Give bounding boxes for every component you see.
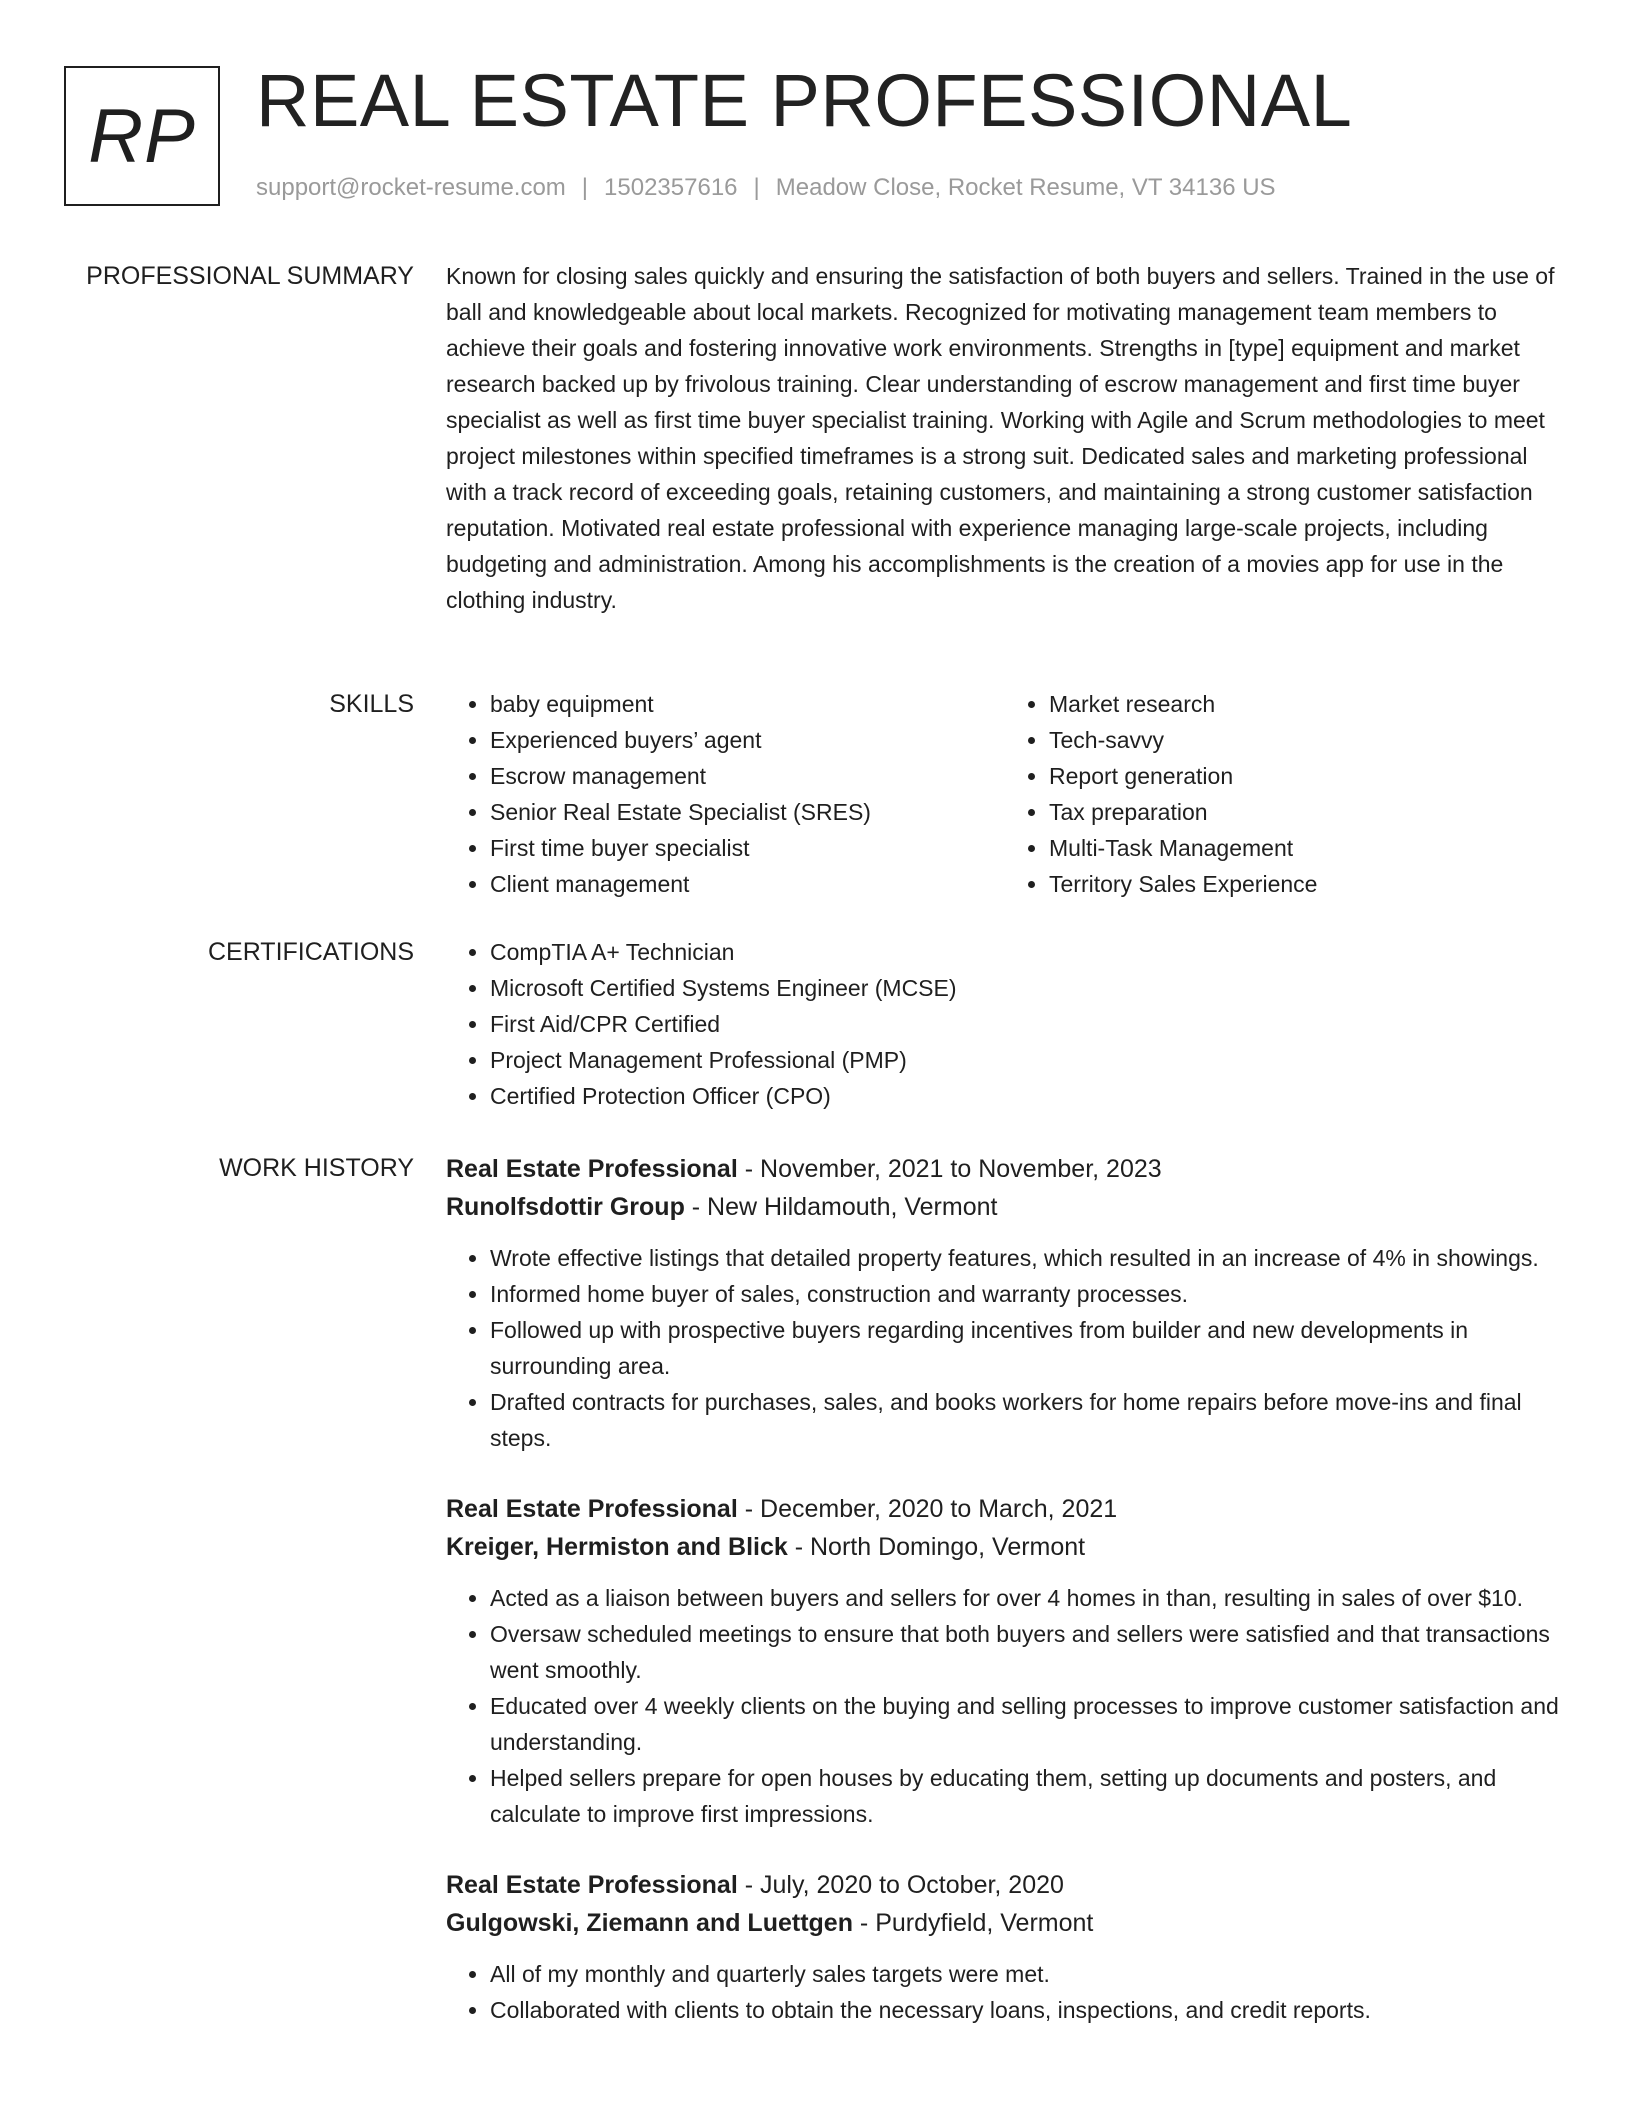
section-label-summary: PROFESSIONAL SUMMARY xyxy=(86,262,414,290)
job-company-line xyxy=(446,1904,1564,1942)
job-dates: - December, 2020 to March, 2021 xyxy=(737,1495,1118,1523)
skill-item: • Report generation xyxy=(1049,758,1564,794)
job-company-line xyxy=(446,1188,1564,1226)
certification-item: • Microsoft Certified Systems Engineer (MCSE) xyxy=(490,970,1564,1006)
job-company-line xyxy=(446,1528,1564,1566)
job-title-line xyxy=(446,1150,1564,1188)
skill-item: • Client management xyxy=(490,866,1005,902)
job-title: Real Estate Professional xyxy=(446,1155,738,1183)
address: Meadow Close, Rocket Resume, VT 34136 US xyxy=(775,174,1276,201)
section-label-certifications: CERTIFICATIONS xyxy=(207,938,414,966)
resume-title: REAL ESTATE PROFESSIONAL xyxy=(256,59,1353,142)
job-company: Gulgowski, Ziemann and Luettgen xyxy=(446,1909,853,1937)
job-title-line xyxy=(446,1866,1564,1904)
skill-item: • Market research xyxy=(1049,686,1564,722)
summary-text: Known for closing sales quickly and ensuring the satisfaction of both buyers and sellers. Trained in the use of ball and knowledgeable about local markets. Recognized for motivating management team members to achieve their goals and fostering innovative work environments. Strengths in [type] equipment and market research backed up by frivolous training. Clear understanding of escrow management and first time buyer specialist as well as first time buyer specialist training. Working with Agile and Scrum methodologies to meet project milestones within specified timeframes is a strong suit. Dedicated sales and marketing professional with a track record of exceeding goals, retaining customers, and maintaining a strong customer satisfaction reputation. Motivated real estate professional with experience managing large-scale projects, including budgeting and administration. Among his accomplishments is the creation of a movies app for use in the clothing industry. xyxy=(446,263,1555,613)
phone-number: 1502357616 xyxy=(604,174,738,201)
job-company: Runolfsdottir Group xyxy=(446,1193,685,1221)
monogram-logo: RP xyxy=(64,66,220,206)
skill-item: • Tax preparation xyxy=(1049,794,1564,830)
job-bullet: • Wrote effective listings that detailed property features, which resulted in an increase of 4% in showings. xyxy=(490,1240,1564,1276)
certification-item: • First Aid/CPR Certified xyxy=(490,1006,1564,1042)
skill-item: • Experienced buyers’ agent xyxy=(490,722,1005,758)
job-entry xyxy=(446,1866,1564,2028)
job-bullet: • Helped sellers prepare for open houses by educating them, setting up documents and posters, and calculate to improve first impressions. xyxy=(490,1760,1564,1832)
job-bullets xyxy=(446,1956,1564,2028)
skills-list-right xyxy=(1005,686,1564,902)
job-entry xyxy=(446,1490,1564,1832)
skill-item: • Escrow management xyxy=(490,758,1005,794)
job-bullet: • Informed home buyer of sales, construction and warranty processes. xyxy=(490,1276,1564,1312)
job-title: Real Estate Professional xyxy=(446,1495,738,1523)
certification-item: • Project Management Professional (PMP) xyxy=(490,1042,1564,1078)
skill-item: • Tech-savvy xyxy=(1049,722,1564,758)
job-bullet: • All of my monthly and quarterly sales targets were met. xyxy=(490,1956,1564,1992)
contact-line xyxy=(256,174,1276,202)
job-bullet: • Educated over 4 weekly clients on the buying and selling processes to improve customer satisfaction and understanding. xyxy=(490,1688,1564,1760)
job-location: - New Hildamouth, Vermont xyxy=(684,1193,998,1221)
job-bullet: • Drafted contracts for purchases, sales, and books workers for home repairs before move-ins and final steps. xyxy=(490,1384,1564,1456)
section-label-skills: SKILLS xyxy=(329,690,414,718)
job-bullets xyxy=(446,1580,1564,1832)
job-dates: - July, 2020 to October, 2020 xyxy=(737,1871,1064,1899)
job-bullet: • Followed up with prospective buyers regarding incentives from builder and new developments in surrounding area. xyxy=(490,1312,1564,1384)
skill-item: • First time buyer specialist xyxy=(490,830,1005,866)
job-bullets xyxy=(446,1240,1564,1456)
skill-item: • Territory Sales Experience xyxy=(1049,866,1564,902)
job-title-line xyxy=(446,1490,1564,1528)
job-location: - North Domingo, Vermont xyxy=(787,1533,1086,1561)
contact-separator: | xyxy=(753,174,760,201)
skills-list-left xyxy=(446,686,1005,902)
email-link[interactable]: support@rocket-resume.com xyxy=(256,174,566,201)
job-bullet: • Acted as a liaison between buyers and sellers for over 4 homes in than, resulting in sales of over $10. xyxy=(490,1580,1564,1616)
job-title: Real Estate Professional xyxy=(446,1871,738,1899)
job-entry xyxy=(446,1150,1564,1456)
job-company: Kreiger, Hermiston and Blick xyxy=(446,1533,788,1561)
certification-item: • CompTIA A+ Technician xyxy=(490,934,1564,970)
skill-item: • Senior Real Estate Specialist (SRES) xyxy=(490,794,1005,830)
section-label-work-history: WORK HISTORY xyxy=(219,1154,414,1182)
skill-item: • Multi-Task Management xyxy=(1049,830,1564,866)
job-location: - Purdyfield, Vermont xyxy=(852,1909,1094,1937)
certifications-list xyxy=(446,934,1564,1114)
job-dates: - November, 2021 to November, 2023 xyxy=(737,1155,1162,1183)
job-bullet: • Oversaw scheduled meetings to ensure that both buyers and sellers were satisfied and that transactions went smoothly. xyxy=(490,1616,1564,1688)
job-bullet: • Collaborated with clients to obtain the necessary loans, inspections, and credit reports. xyxy=(490,1992,1564,2028)
contact-separator: | xyxy=(581,174,589,201)
skill-item: • baby equipment xyxy=(490,686,1005,722)
certification-item: • Certified Protection Officer (CPO) xyxy=(490,1078,1564,1114)
